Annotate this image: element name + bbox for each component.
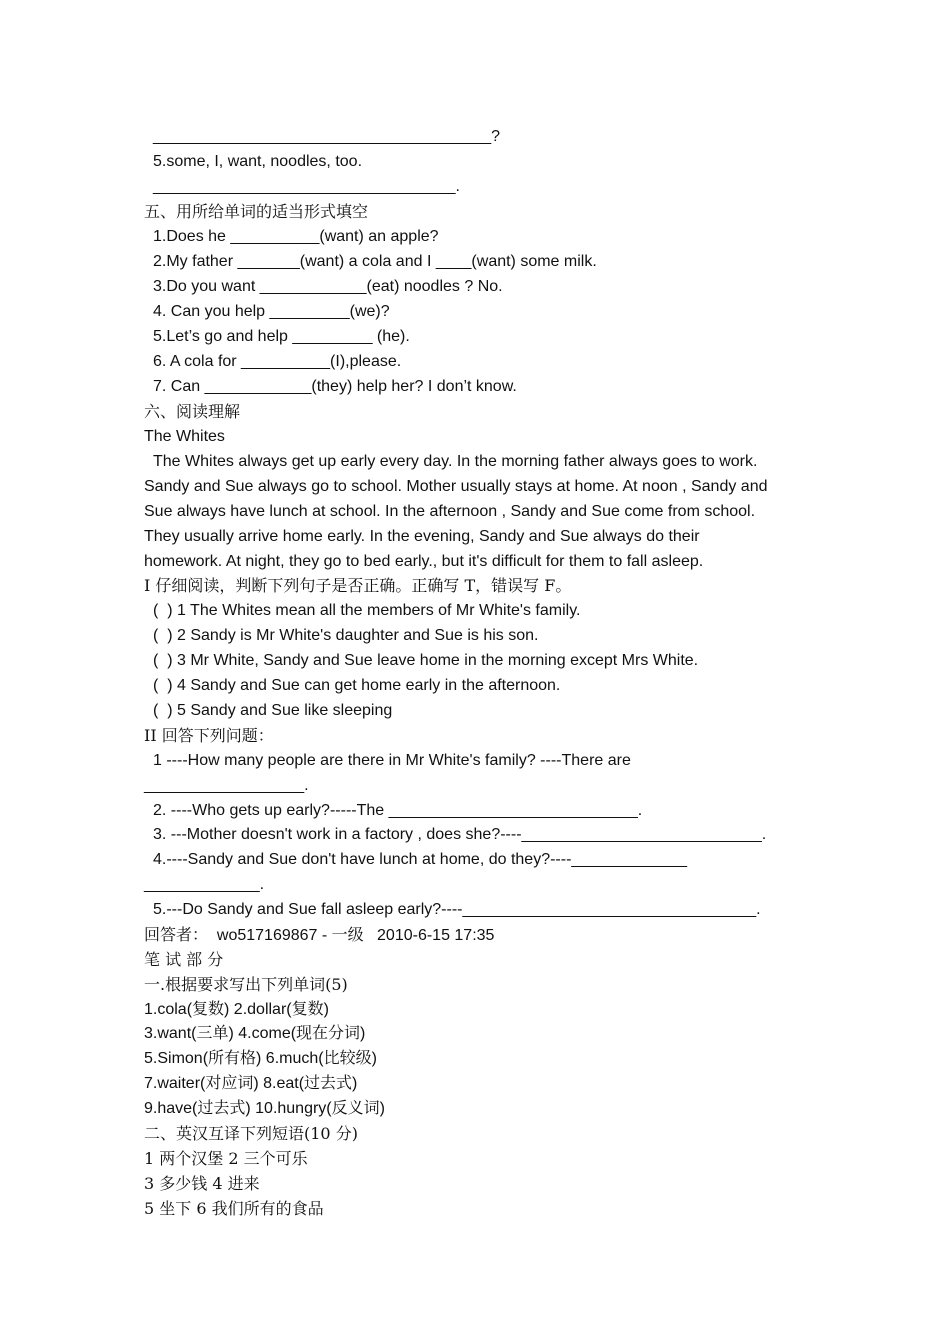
tf-item-4: ( ) 4 Sandy and Sue can get home early in the afternoon. — [153, 677, 561, 694]
answerer-name: wo517169867 - 一级 — [216, 927, 364, 944]
written-part2-heading: 二、英汉互译下列短语(10 分) — [144, 1124, 358, 1143]
word-form-line-5: 9.have(过去式) 10.hungry(反义词) — [144, 1100, 385, 1117]
section4-item-5: 5.some, I, want, noodles, too. — [153, 153, 363, 170]
section5-item-2: 2.My father _______(want) a cola and I ____(want) some milk. — [153, 253, 597, 270]
passage-line-5: homework. At night, they go to bed early., but it's difficult for them to fall asleep. — [144, 553, 704, 570]
passage-line-4: They usually arrive home early. In the evening, Sandy and Sue always do their — [144, 528, 700, 545]
word-form-line-2: 3.want(三单) 4.come(现在分词) — [144, 1025, 366, 1042]
qa-line-2: 2. ----Who gets up early?-----The ____________________________. — [153, 802, 643, 819]
section6-heading: 六、阅读理解 — [144, 402, 241, 421]
tf-item-3: ( ) 3 Mr White, Sandy and Sue leave home in the morning except Mrs White. — [153, 652, 699, 669]
qa-line-4-blank: _____________. — [144, 876, 265, 893]
tf-item-5: ( ) 5 Sandy and Sue like sleeping — [153, 702, 393, 719]
section5-heading: 五、用所给单词的适当形式填空 — [144, 202, 369, 221]
written-part1-heading: 一.根据要求写出下列单词(5) — [144, 975, 348, 994]
blank-line-statement: __________________________________. — [153, 178, 460, 195]
word-form-line-3: 5.Simon(所有格) 6.much(比较级) — [144, 1050, 377, 1067]
section5-item-1: 1.Does he __________(want) an apple? — [153, 228, 439, 245]
blank-line-question: ______________________________________? — [153, 128, 501, 145]
story-title: The Whites — [144, 428, 225, 445]
passage-line-3: Sue always have lunch at school. In the afternoon , Sandy and Sue come from school. — [144, 503, 756, 520]
translation-line-3: 5 坐下 6 我们所有的食品 — [144, 1199, 324, 1218]
word-form-line-1: 1.cola(复数) 2.dollar(复数) — [144, 1001, 329, 1018]
translation-line-2: 3 多少钱 4 进来 — [144, 1174, 260, 1193]
tf-item-1: ( ) 1 The Whites mean all the members of Mr White's family. — [153, 602, 581, 619]
section5-item-7: 7. Can ____________(they) help her? I don’t know. — [153, 378, 517, 395]
section5-item-6: 6. A cola for __________(I),please. — [153, 353, 402, 370]
passage-line-1: The Whites always get up early every day. In the morning father always goes to work. — [153, 453, 758, 470]
qa-line-5: 5.---Do Sandy and Sue fall asleep early?----_________________________________. — [153, 901, 761, 918]
true-false-heading: I 仔细阅读，判断下列句子是否正确。正确写 T，错误写 F。 — [144, 576, 572, 595]
qa-line-4: 4.----Sandy and Sue don't have lunch at home, do they?----_____________ — [153, 851, 688, 868]
section5-item-4: 4. Can you help _________(we)? — [153, 303, 390, 320]
written-part-heading: 笔 试 部 分 — [144, 950, 224, 969]
section5-item-5: 5.Let’s go and help _________ (he). — [153, 328, 410, 345]
qa-line-1: 1 ----How many people are there in Mr White's family? ----There are — [153, 752, 631, 769]
section5-item-3: 3.Do you want ____________(eat) noodles ? No. — [153, 278, 503, 295]
qa-line-3: 3. ---Mother doesn't work in a factory , does she?----___________________________. — [153, 826, 767, 843]
answerer-info — [144, 925, 494, 946]
word-form-line-4: 7.waiter(对应词) 8.eat(过去式) — [144, 1075, 358, 1092]
passage-line-2: Sandy and Sue always go to school. Mother usually stays at home. At noon , Sandy and — [144, 478, 768, 495]
tf-item-2: ( ) 2 Sandy is Mr White's daughter and Sue is his son. — [153, 627, 539, 644]
translation-line-1: 1 两个汉堡 2 三个可乐 — [144, 1149, 308, 1168]
answer-questions-heading: II 回答下列问题： — [144, 726, 274, 745]
answerer-label: 回答者： — [144, 925, 209, 944]
answer-datetime: 2010-6-15 17:35 — [377, 927, 495, 944]
qa-line-1-blank: __________________. — [144, 777, 309, 794]
